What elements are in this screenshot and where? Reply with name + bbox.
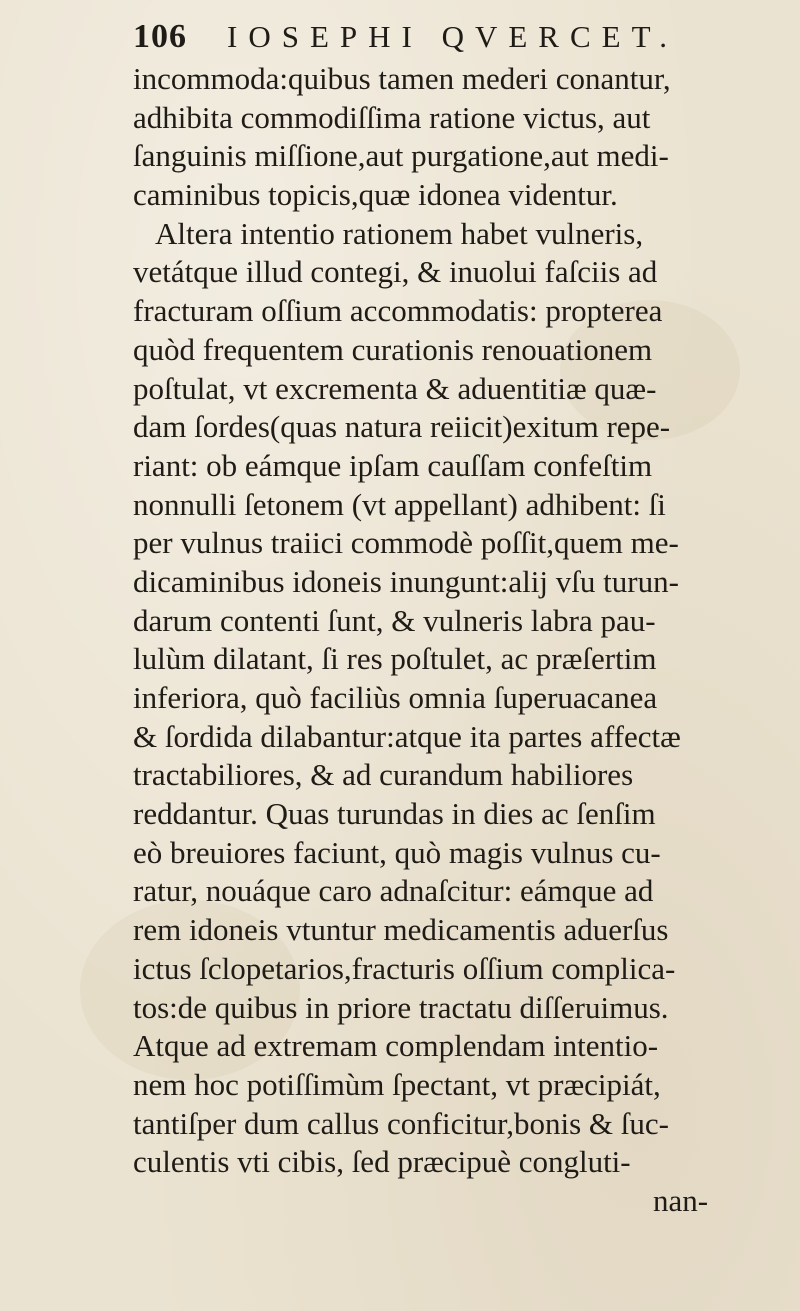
text-line: tantiſper dum callus conficitur,bonis & ſuc- <box>133 1105 669 1141</box>
text-line: fracturam oſſium accommodatis: propterea <box>133 293 663 329</box>
text-line: poſtulat, vt excrementa & aduentitiæ quæ- <box>133 370 657 406</box>
paragraph-start-line: Altera intentio rationem habet vulneris, <box>155 215 644 251</box>
text-line: tos:de quibus in priore tractatu diſſeruimus. <box>133 989 669 1025</box>
page-number: 106 <box>133 18 187 55</box>
text-line: per vulnus traiici commodè poſſit,quem me- <box>133 525 679 561</box>
text-line: Atque ad extremam complendam intentio- <box>133 1028 659 1064</box>
text-line: adhibita commodiſſima ratione victus, aut <box>133 99 651 135</box>
text-line: ratur, nouáque caro adnaſcitur: eámque ad <box>133 873 654 909</box>
text-line: rem idoneis vtuntur medicamentis aduerſus <box>133 912 669 948</box>
text-line: ictus ſclopetarios,fracturis oſſium complica- <box>133 950 676 986</box>
text-line: ſanguinis miſſione,aut purgatione,aut medi- <box>133 138 669 174</box>
text-line: nonnulli ſetonem (vt appellant) adhibent: ſi <box>133 486 666 522</box>
text-line: incommoda:quibus tamen mederi conantur, <box>133 61 671 96</box>
text-line: lulùm dilatant, ſi res poſtulet, ac præſertim <box>133 641 657 677</box>
body-text <box>133 60 773 1221</box>
text-line: inferiora, quò faciliùs omnia ſuperuacanea <box>133 680 658 715</box>
text-line: dam ſordes(quas natura reiicit)exitum repe- <box>133 409 671 445</box>
page-header <box>133 14 693 60</box>
text-line: caminibus topicis,quæ idonea videntur. <box>133 177 618 213</box>
text-line: darum contenti ſunt, & vulneris labra pau- <box>133 602 656 638</box>
text-line: dicaminibus idoneis inungunt:alij vſu turun- <box>133 563 679 599</box>
text-line: reddantur. Quas turundas in dies ac ſenſim <box>133 796 656 832</box>
text-line: & ſordida dilabantur:atque ita partes affectæ <box>133 718 681 754</box>
text-line: culentis vti cibis, ſed præcipuè congluti- <box>133 1144 631 1180</box>
text-line: tractabiliores, & ad curandum habiliores <box>133 757 634 793</box>
catchword: nan- <box>653 1182 709 1218</box>
text-line: nem hoc potiſſimùm ſpectant, vt præcipiát, <box>133 1066 661 1102</box>
text-line: quòd frequentem curationis renouationem <box>133 331 653 367</box>
text-line: eò breuiores faciunt, quò magis vulnus cu- <box>133 834 661 870</box>
text-line: vetátque illud contegi, & inuolui faſciis ad <box>133 254 658 290</box>
running-head: IOSEPHI QVERCET. <box>227 19 678 54</box>
text-line: riant: ob eámque ipſam cauſſam confeſtim <box>133 447 653 483</box>
